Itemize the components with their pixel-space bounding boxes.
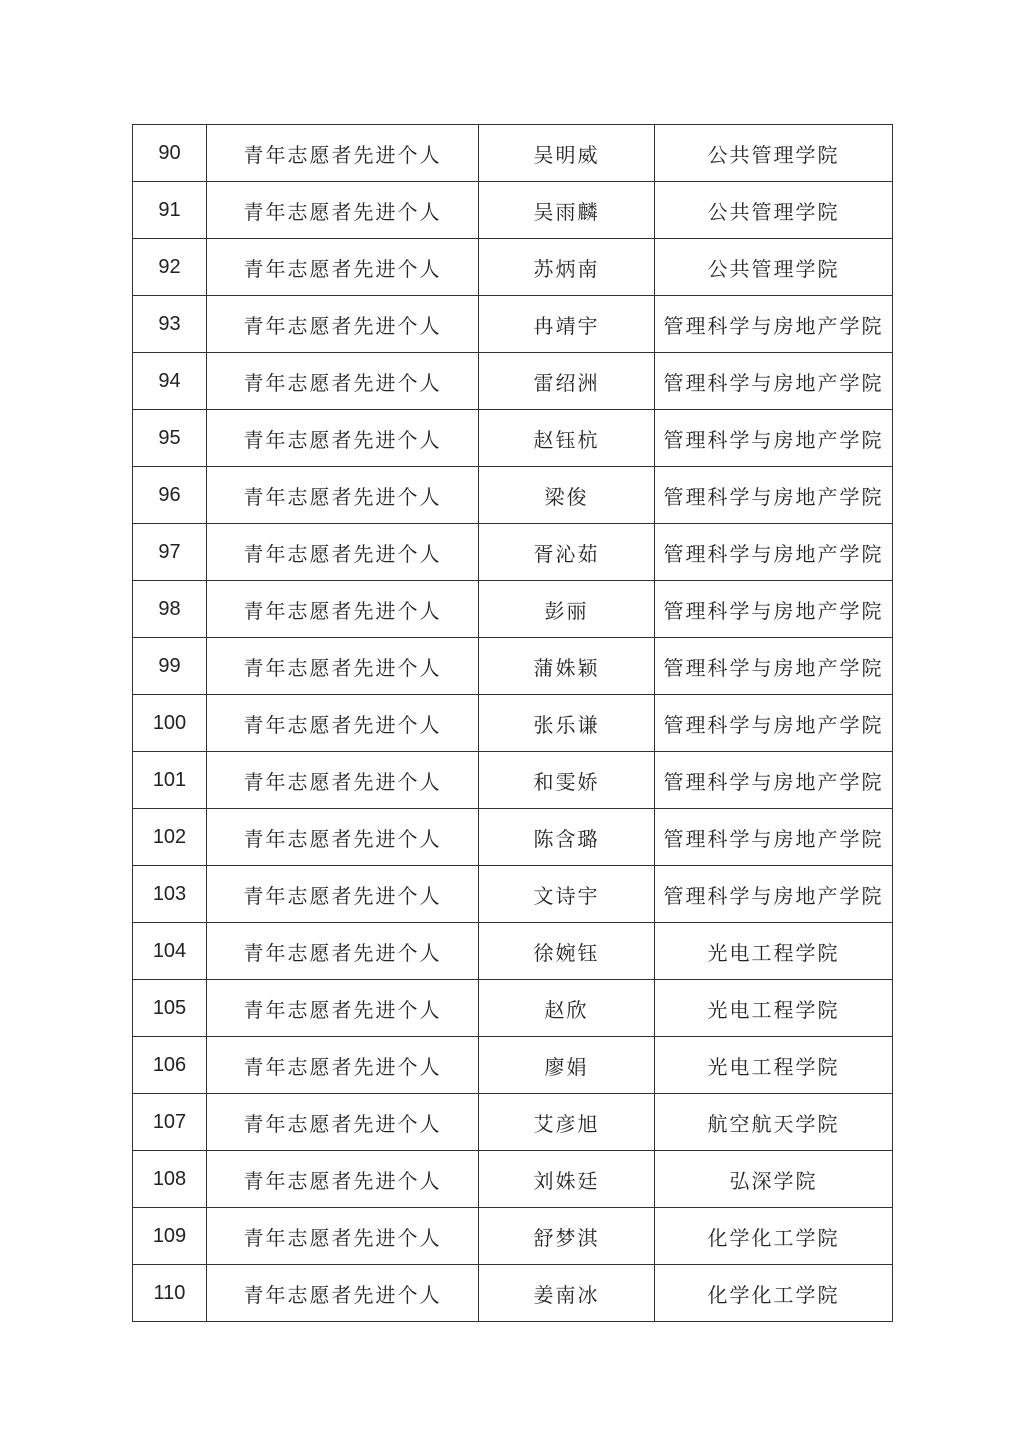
row-number: 106 — [133, 1037, 207, 1094]
college-name: 管理科学与房地产学院 — [655, 353, 893, 410]
row-number: 104 — [133, 923, 207, 980]
college-name: 管理科学与房地产学院 — [655, 695, 893, 752]
college-name: 弘深学院 — [655, 1151, 893, 1208]
college-name: 管理科学与房地产学院 — [655, 638, 893, 695]
row-number: 109 — [133, 1208, 207, 1265]
person-name: 赵钰杭 — [479, 410, 655, 467]
person-name: 吴雨麟 — [479, 182, 655, 239]
award-title: 青年志愿者先进个人 — [207, 1151, 479, 1208]
table-row — [133, 1265, 893, 1322]
college-name: 公共管理学院 — [655, 125, 893, 182]
row-number: 101 — [133, 752, 207, 809]
row-number: 91 — [133, 182, 207, 239]
row-number: 96 — [133, 467, 207, 524]
college-name: 公共管理学院 — [655, 239, 893, 296]
person-name: 彭丽 — [479, 581, 655, 638]
award-title: 青年志愿者先进个人 — [207, 296, 479, 353]
person-name: 陈含璐 — [479, 809, 655, 866]
person-name: 艾彦旭 — [479, 1094, 655, 1151]
person-name: 雷绍洲 — [479, 353, 655, 410]
person-name: 胥沁茹 — [479, 524, 655, 581]
table-row — [133, 410, 893, 467]
row-number: 110 — [133, 1265, 207, 1322]
row-number: 97 — [133, 524, 207, 581]
table-row — [133, 182, 893, 239]
person-name: 冉靖宇 — [479, 296, 655, 353]
award-title: 青年志愿者先进个人 — [207, 695, 479, 752]
row-number: 103 — [133, 866, 207, 923]
row-number: 100 — [133, 695, 207, 752]
row-number: 90 — [133, 125, 207, 182]
award-title: 青年志愿者先进个人 — [207, 1037, 479, 1094]
table-row — [133, 638, 893, 695]
award-title: 青年志愿者先进个人 — [207, 1094, 479, 1151]
award-title: 青年志愿者先进个人 — [207, 866, 479, 923]
table-row — [133, 125, 893, 182]
college-name: 公共管理学院 — [655, 182, 893, 239]
row-number: 102 — [133, 809, 207, 866]
table-row — [133, 980, 893, 1037]
college-name: 管理科学与房地产学院 — [655, 752, 893, 809]
award-title: 青年志愿者先进个人 — [207, 125, 479, 182]
table-row — [133, 239, 893, 296]
person-name: 梁俊 — [479, 467, 655, 524]
college-name: 光电工程学院 — [655, 1037, 893, 1094]
award-title: 青年志愿者先进个人 — [207, 581, 479, 638]
award-title: 青年志愿者先进个人 — [207, 1265, 479, 1322]
table-row — [133, 353, 893, 410]
person-name: 赵欣 — [479, 980, 655, 1037]
award-title: 青年志愿者先进个人 — [207, 524, 479, 581]
table-row — [133, 467, 893, 524]
row-number: 98 — [133, 581, 207, 638]
person-name: 蒲姝颖 — [479, 638, 655, 695]
person-name: 吴明威 — [479, 125, 655, 182]
table-row — [133, 581, 893, 638]
row-number: 107 — [133, 1094, 207, 1151]
row-number: 105 — [133, 980, 207, 1037]
award-title: 青年志愿者先进个人 — [207, 638, 479, 695]
college-name: 管理科学与房地产学院 — [655, 296, 893, 353]
college-name: 管理科学与房地产学院 — [655, 410, 893, 467]
table-row — [133, 752, 893, 809]
person-name: 舒梦淇 — [479, 1208, 655, 1265]
person-name: 文诗宇 — [479, 866, 655, 923]
college-name: 光电工程学院 — [655, 980, 893, 1037]
college-name: 光电工程学院 — [655, 923, 893, 980]
row-number: 95 — [133, 410, 207, 467]
table-row — [133, 866, 893, 923]
table-row — [133, 695, 893, 752]
award-title: 青年志愿者先进个人 — [207, 923, 479, 980]
award-roster-table — [132, 124, 893, 1322]
person-name: 苏炳南 — [479, 239, 655, 296]
table-row — [133, 923, 893, 980]
table-row — [133, 1208, 893, 1265]
row-number: 92 — [133, 239, 207, 296]
table-row — [133, 1037, 893, 1094]
person-name: 刘姝廷 — [479, 1151, 655, 1208]
table-row — [133, 1094, 893, 1151]
award-title: 青年志愿者先进个人 — [207, 182, 479, 239]
table-row — [133, 809, 893, 866]
award-title: 青年志愿者先进个人 — [207, 752, 479, 809]
award-title: 青年志愿者先进个人 — [207, 353, 479, 410]
award-roster-body — [133, 125, 893, 1322]
award-title: 青年志愿者先进个人 — [207, 410, 479, 467]
row-number: 93 — [133, 296, 207, 353]
college-name: 化学化工学院 — [655, 1265, 893, 1322]
row-number: 99 — [133, 638, 207, 695]
college-name: 航空航天学院 — [655, 1094, 893, 1151]
award-title: 青年志愿者先进个人 — [207, 239, 479, 296]
person-name: 徐婉钰 — [479, 923, 655, 980]
table-row — [133, 296, 893, 353]
award-title: 青年志愿者先进个人 — [207, 1208, 479, 1265]
person-name: 张乐谦 — [479, 695, 655, 752]
person-name: 姜南冰 — [479, 1265, 655, 1322]
table-row — [133, 524, 893, 581]
table-row — [133, 1151, 893, 1208]
college-name: 管理科学与房地产学院 — [655, 467, 893, 524]
award-title: 青年志愿者先进个人 — [207, 980, 479, 1037]
person-name: 廖娟 — [479, 1037, 655, 1094]
row-number: 108 — [133, 1151, 207, 1208]
row-number: 94 — [133, 353, 207, 410]
person-name: 和雯娇 — [479, 752, 655, 809]
award-title: 青年志愿者先进个人 — [207, 467, 479, 524]
college-name: 管理科学与房地产学院 — [655, 524, 893, 581]
college-name: 管理科学与房地产学院 — [655, 866, 893, 923]
college-name: 管理科学与房地产学院 — [655, 581, 893, 638]
college-name: 化学化工学院 — [655, 1208, 893, 1265]
college-name: 管理科学与房地产学院 — [655, 809, 893, 866]
award-title: 青年志愿者先进个人 — [207, 809, 479, 866]
